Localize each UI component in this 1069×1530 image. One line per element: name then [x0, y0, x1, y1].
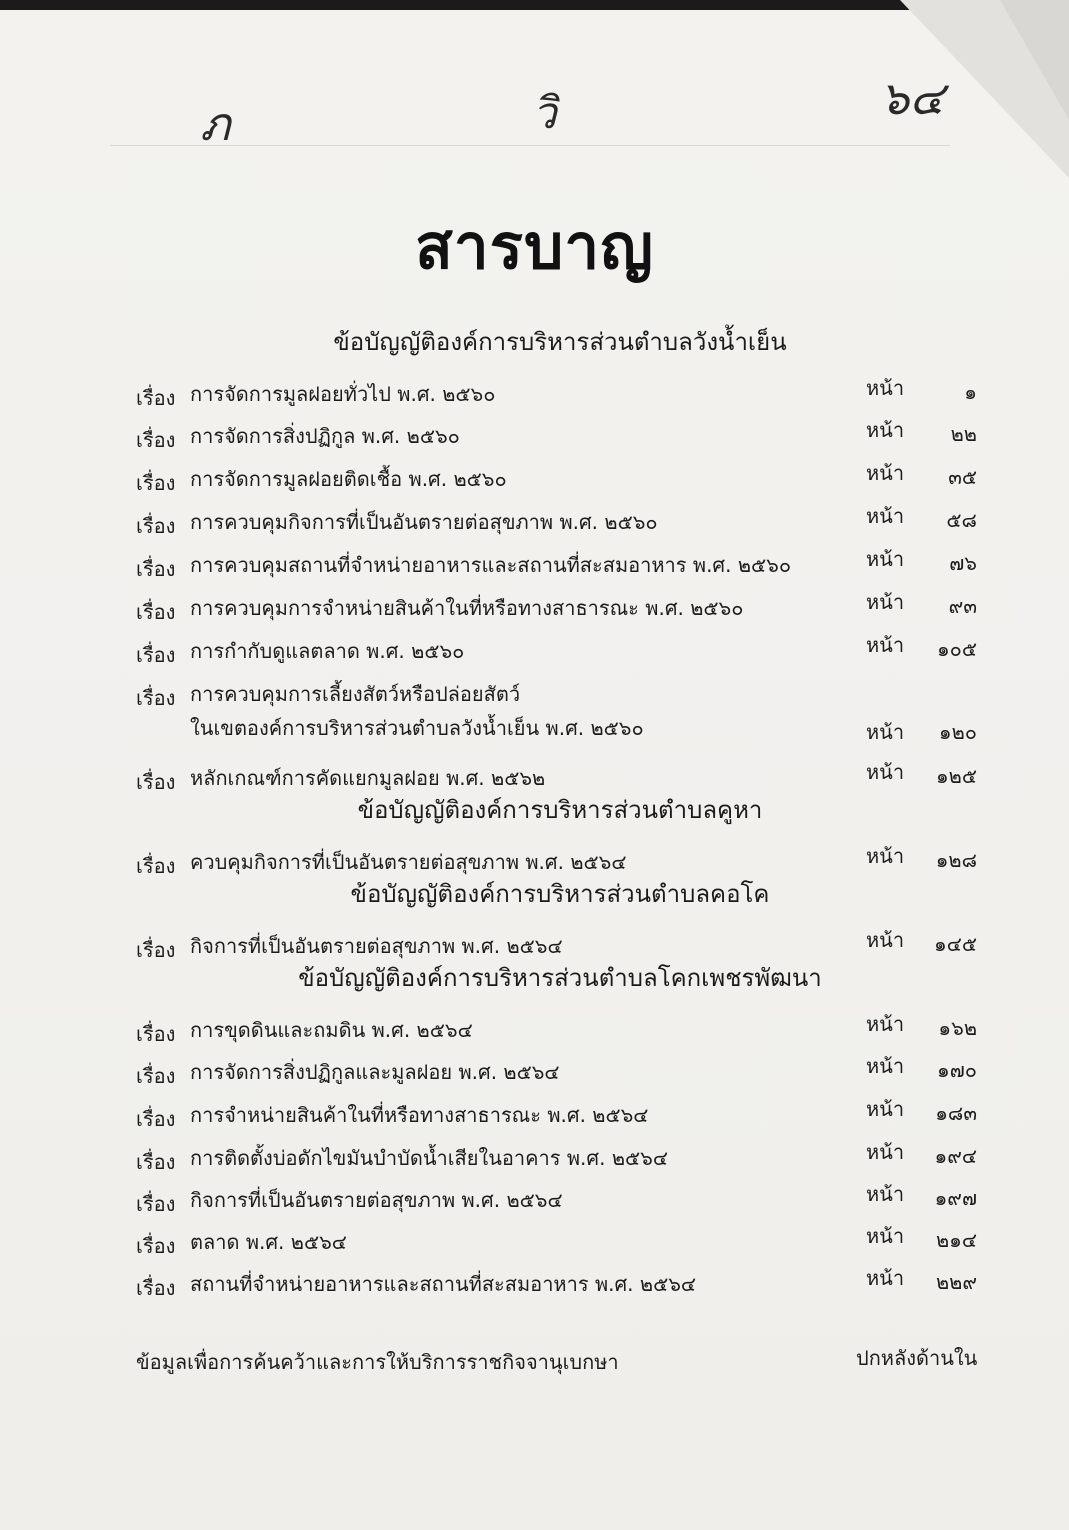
entry-label: เรื่อง [136, 1107, 176, 1131]
page-number: ๗๖ [949, 551, 977, 575]
entry-title: การติดตั้งบ่อดักไขมันบำบัดน้ำเสียในอาคาร พ.ศ. ๒๕๖๔ [190, 1146, 668, 1170]
entry-label: เรื่อง [136, 1192, 176, 1216]
toc-entry [0, 1220, 1069, 1258]
bleed-through-line [110, 145, 950, 146]
page-number: ๒๒ [950, 422, 977, 446]
entry-title: ควบคุมกิจการที่เป็นอันตรายต่อสุขภาพ พ.ศ. ๒๕๖๔ [190, 850, 627, 874]
entry-label: เรื่อง [136, 643, 176, 667]
toc-entry [0, 1262, 1069, 1300]
page-label: หน้า [866, 418, 905, 442]
entry-label: เรื่อง [136, 854, 176, 878]
page-label: หน้า [866, 1140, 905, 1164]
entry-label: เรื่อง [136, 1022, 176, 1046]
entry-label: เรื่อง [136, 1234, 176, 1258]
entry-label: เรื่อง [136, 1064, 176, 1088]
page-label: หน้า [866, 760, 905, 784]
entry-label: เรื่อง [136, 1150, 176, 1174]
entry-title: กิจการที่เป็นอันตรายต่อสุขภาพ พ.ศ. ๒๕๖๔ [190, 934, 563, 958]
toc-entry [0, 414, 1069, 452]
page-label: หน้า [866, 547, 905, 571]
toc-entry [0, 586, 1069, 624]
entry-title: การควบคุมการจำหน่ายสินค้าในที่หรือทางสาธารณะ พ.ศ. ๒๕๖๐ [190, 596, 744, 620]
page-number: ๑๙๔ [934, 1144, 977, 1168]
toc-entry [0, 372, 1069, 410]
toc-entry [0, 1050, 1069, 1088]
page-label: หน้า [866, 590, 905, 614]
entry-title: ตลาด พ.ศ. ๒๕๖๔ [190, 1230, 347, 1254]
page-number: ๑๗๐ [937, 1058, 977, 1082]
page-label: หน้า [866, 376, 905, 400]
entry-title: การควบคุมการเลี้ยงสัตว์หรือปล่อยสัตว์ [190, 682, 521, 706]
page-number: ๑๒๐ [938, 720, 977, 744]
page-label: หน้า [866, 461, 905, 485]
entry-label: เรื่อง [136, 600, 176, 624]
entry-title: การจัดการสิ่งปฏิกูล พ.ศ. ๒๕๖๐ [190, 424, 460, 448]
page-label: หน้า [866, 1224, 905, 1248]
entry-title: การจัดการมูลฝอยทั่วไป พ.ศ. ๒๕๖๐ [190, 382, 496, 406]
page-label: หน้า [866, 1012, 905, 1036]
toc-entry [0, 457, 1069, 495]
page-number: ๑๔๕ [934, 932, 977, 956]
entry-label: เรื่อง [136, 686, 176, 710]
entry-label: เรื่อง [136, 471, 176, 495]
page-title: สารบาญ [415, 210, 654, 283]
page-number: ๒๒๙ [935, 1270, 977, 1294]
page-number: ๙๓ [948, 594, 977, 618]
page-number: ๑๙๗ [934, 1186, 977, 1210]
handwritten-mark-left: ภ [200, 97, 231, 151]
page-number: ๑๖๒ [938, 1016, 977, 1040]
entry-label: เรื่อง [136, 1276, 176, 1300]
entry-label: เรื่อง [136, 428, 176, 452]
page-label: หน้า [866, 633, 905, 657]
footer-page-ref: ปกหลังด้านใน [856, 1346, 978, 1370]
toc-entry [0, 1178, 1069, 1216]
toc-entry [0, 500, 1069, 538]
entry-title: การควบคุมกิจการที่เป็นอันตรายต่อสุขภาพ พ.ศ. ๒๕๖๐ [190, 510, 658, 534]
entry-title: การควบคุมสถานที่จำหน่ายอาหารและสถานที่สะสมอาหาร พ.ศ. ๒๕๖๐ [190, 553, 792, 577]
entry-title: กิจการที่เป็นอันตรายต่อสุขภาพ พ.ศ. ๒๕๖๔ [190, 1188, 563, 1212]
entry-title: การจัดการมูลฝอยติดเชื้อ พ.ศ. ๒๕๖๐ [190, 467, 507, 491]
toc-entry [0, 1008, 1069, 1046]
page-number: ๑๘๓ [935, 1101, 977, 1125]
toc-entry [0, 840, 1069, 878]
entry-label: เรื่อง [136, 386, 176, 410]
entry-title: การจำหน่ายสินค้าในที่หรือทางสาธารณะ พ.ศ. ๒๕๖๔ [190, 1103, 649, 1127]
section-heading: ข้อบัญญัติองค์การบริหารส่วนตำบลโคกเพชรพัฒนา [298, 964, 822, 992]
page-label: หน้า [866, 1182, 905, 1206]
page-label: หน้า [866, 1266, 905, 1290]
footer-note: ข้อมูลเพื่อการค้นคว้าและการให้บริการราชกิจจานุเบกษา [136, 1350, 619, 1374]
page-label: หน้า [866, 844, 905, 868]
entry-title: การจัดการสิ่งปฏิกูลและมูลฝอย พ.ศ. ๒๕๖๔ [190, 1060, 560, 1084]
page-label: หน้า [866, 928, 905, 952]
entry-title: หลักเกณฑ์การคัดแยกมูลฝอย พ.ศ. ๒๕๖๒ [190, 766, 546, 790]
handwritten-mark-center: วิ [532, 88, 557, 139]
page-number: ๑๒๕ [935, 764, 977, 788]
toc-entry [0, 629, 1069, 667]
page-number: ๓๕ [948, 465, 977, 489]
page-label: หน้า [866, 720, 905, 744]
entry-label: เรื่อง [136, 557, 176, 581]
entry-title: สถานที่จำหน่ายอาหารและสถานที่สะสมอาหาร พ.ศ. ๒๕๖๔ [190, 1272, 697, 1296]
page-number: ๑ [964, 380, 977, 404]
page-number: ๕๘ [946, 508, 977, 532]
section-heading: ข้อบัญญัติองค์การบริหารส่วนตำบลคูหา [357, 796, 763, 824]
toc-entry [0, 756, 1069, 794]
entry-title-continuation: ในเขตองค์การบริหารส่วนตำบลวังน้ำเย็น พ.ศ. ๒๕๖๐ [190, 716, 644, 740]
section-heading: ข้อบัญญัติองค์การบริหารส่วนตำบลวังน้ำเย็น [333, 328, 787, 356]
page-number: ๒๑๔ [935, 1228, 977, 1252]
page-label: หน้า [866, 504, 905, 528]
handwritten-mark-right: ๖๔ [880, 71, 945, 125]
page-number: ๑๐๕ [936, 637, 977, 661]
page-label: หน้า [866, 1054, 905, 1078]
entry-label: เรื่อง [136, 514, 176, 538]
entry-label: เรื่อง [136, 938, 176, 962]
toc-entry [0, 924, 1069, 962]
entry-label: เรื่อง [136, 770, 176, 794]
page-label: หน้า [866, 1097, 905, 1121]
toc-entry [0, 1136, 1069, 1174]
page-number: ๑๒๘ [935, 848, 977, 872]
entry-title: การขุดดินและถมดิน พ.ศ. ๒๕๖๔ [190, 1018, 473, 1042]
entry-title: การกำกับดูแลตลาด พ.ศ. ๒๕๖๐ [190, 639, 465, 663]
toc-entry [0, 1093, 1069, 1131]
toc-entry [0, 543, 1069, 581]
section-heading: ข้อบัญญัติองค์การบริหารส่วนตำบลคอโค [350, 880, 770, 908]
